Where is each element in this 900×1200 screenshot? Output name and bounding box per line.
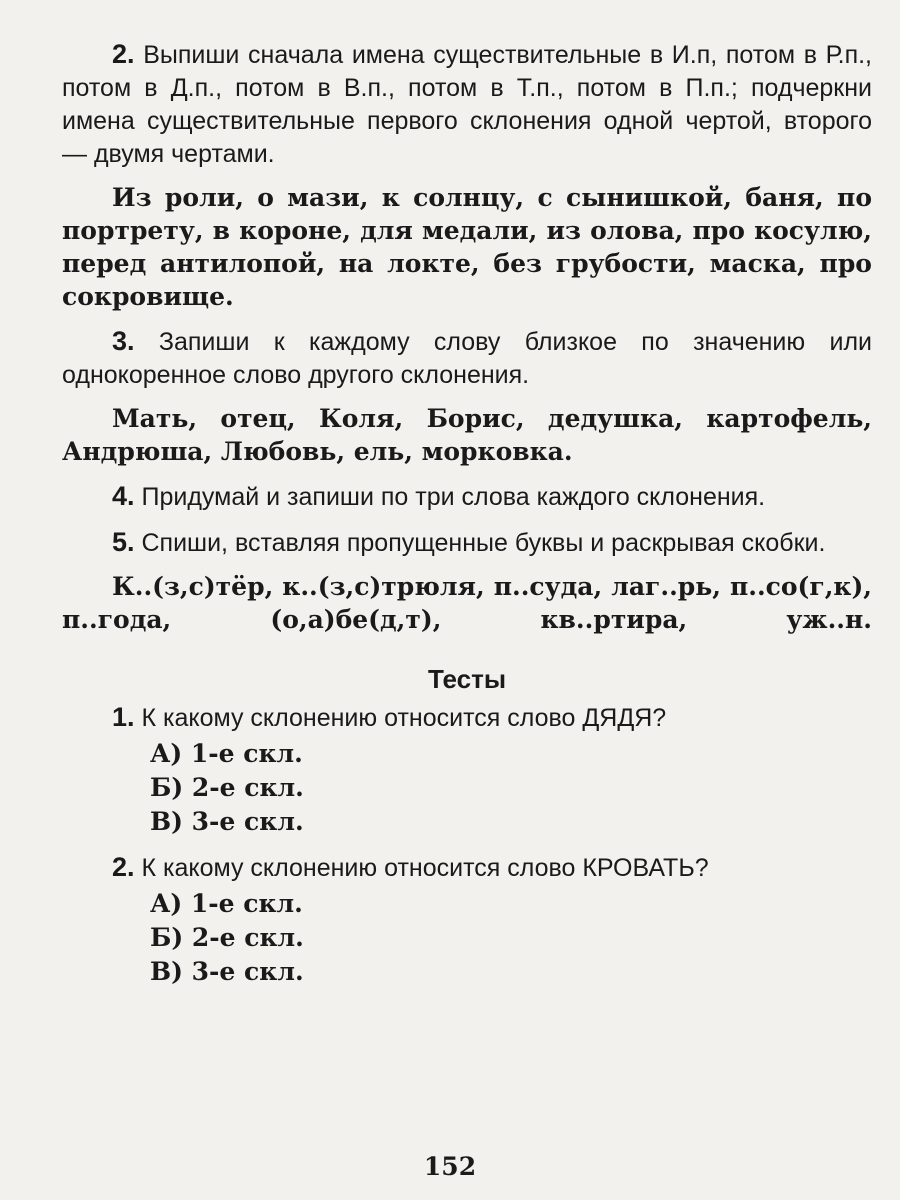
answer-option-a: А) 1-е скл.	[150, 739, 303, 768]
answer-option-b: Б) 2-е скл.	[150, 923, 304, 952]
task-5-instruction	[62, 526, 872, 560]
test-2-options	[150, 887, 872, 989]
answer-option-a: А) 1-е скл.	[150, 889, 303, 918]
task-text: Спиши, вставляя пропущенные буквы и раскрывая скобки.	[141, 529, 826, 557]
task-5-words: К..(з,с)тёр, к..(з,с)трюля, п..суда, лаг..рь, п..со(г,к), п..года, (о,а)бе(д,т), кв..ртира, уж..н.	[62, 572, 872, 634]
test-1-options	[150, 737, 872, 839]
task-text: Выпиши сначала имена существительные в И.п, потом в Р.п., потом в Д.п., потом в В.п., потом в Т.п., потом в П.п.; подчеркни имена существительные первого склонения одной чертой, второго — двумя чертами.	[62, 41, 872, 168]
test-question-2	[62, 851, 872, 885]
question-number: 1.	[112, 702, 135, 732]
task-3-instruction	[62, 325, 872, 392]
task-number: 5.	[112, 527, 135, 557]
question-number: 2.	[112, 852, 135, 882]
page-number: 152	[423, 1152, 477, 1181]
task-2-words: Из роли, о мази, к солнцу, с сынишкой, баня, по портрету, в короне, для медали, из олова, про косулю, перед антилопой, на локте, без грубости, маска, про сокровище.	[62, 183, 872, 311]
question-text: К какому склонению относится слово КРОВАТЬ?	[141, 854, 709, 882]
test-question-1	[62, 701, 872, 735]
task-text: Придумай и запиши по три слова каждого склонения.	[141, 483, 766, 511]
task-number: 4.	[112, 481, 135, 511]
answer-option-c: В) 3-е скл.	[150, 957, 304, 986]
task-4-instruction	[62, 480, 872, 514]
task-text: Запиши к каждому слову близкое по значению или однокоренное слово другого склонения.	[62, 328, 872, 389]
answer-option-c: В) 3-е скл.	[150, 807, 304, 836]
tests-heading: Тесты	[427, 664, 507, 694]
task-number: 2.	[112, 39, 135, 69]
question-text: К какому склонению относится слово ДЯДЯ?	[141, 704, 667, 732]
answer-option-b: Б) 2-е скл.	[150, 773, 304, 802]
task-2-instruction	[62, 38, 872, 171]
task-number: 3.	[112, 326, 135, 356]
task-3-words: Мать, отец, Коля, Борис, дедушка, картофель, Андрюша, Любовь, ель, морковка.	[62, 404, 872, 466]
